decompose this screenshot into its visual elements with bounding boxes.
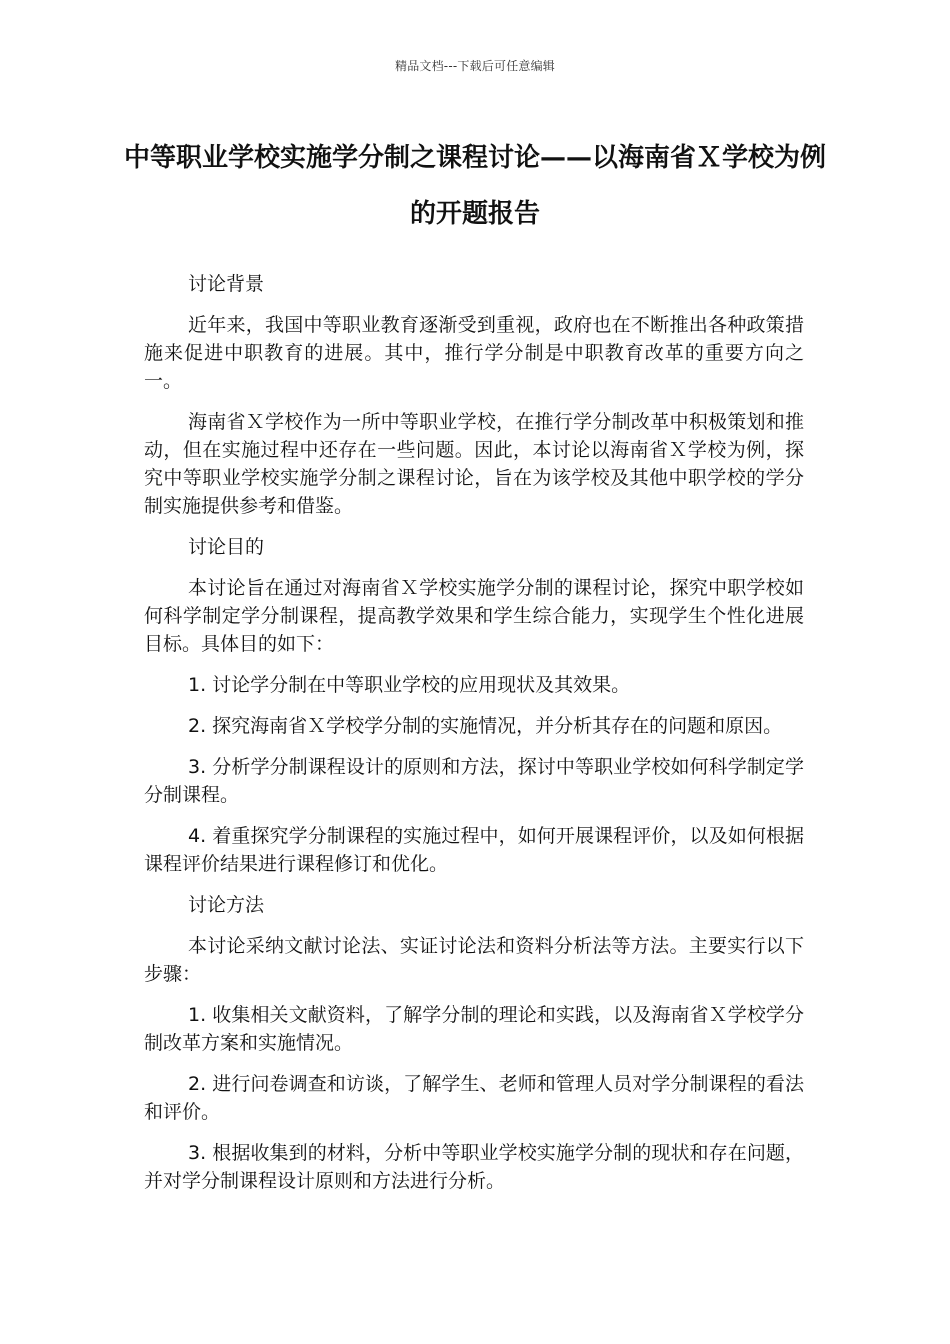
paragraph: 本讨论采纳文献讨论法、实证讨论法和资料分析法等方法。主要实行以下步骤： [144,935,804,985]
list-item: 2. 进行问卷调查和访谈，了解学生、老师和管理人员对学分制课程的看法和评价。 [144,1073,804,1123]
section-heading-method: 讨论方法 [188,894,265,916]
document-title: 中等职业学校实施学分制之课程讨论——以海南省Ｘ学校为例的开题报告 [123,143,826,229]
list-item: 3. 根据收集到的材料，分析中等职业学校实施学分制的现状和存在问题，并对学分制课程设计原则和方法进行分析。 [144,1142,804,1192]
header-note: 精品文档---下载后可任意编辑 [395,59,555,73]
list-item: 2. 探究海南省Ｘ学校学分制的实施情况，并分析其存在的问题和原因。 [188,715,783,737]
paragraph: 海南省Ｘ学校作为一所中等职业学校，在推行学分制改革中积极策划和推动，但在实施过程中还存在一些问题。因此，本讨论以海南省Ｘ学校为例，探究中等职业学校实施学分制之课程讨论，旨在为该学校及其他中职学校的学分制实施提供参考和借鉴。 [144,411,804,517]
paragraph: 近年来，我国中等职业教育逐渐受到重视，政府也在不断推出各种政策措施来促进中职教育的进展。其中，推行学分制是中职教育改革的重要方向之一。 [144,314,804,392]
paragraph: 本讨论旨在通过对海南省Ｘ学校实施学分制的课程讨论，探究中职学校如何科学制定学分制课程，提高教学效果和学生综合能力，实现学生个性化进展目标。具体目的如下： [144,577,804,655]
list-item: 1. 收集相关文献资料，了解学分制的理论和实践，以及海南省Ｘ学校学分制改革方案和实施情况。 [144,1004,804,1054]
list-item: 4. 着重探究学分制课程的实施过程中，如何开展课程评价，以及如何根据课程评价结果进行课程修订和优化。 [144,825,804,875]
list-item: 1. 讨论学分制在中等职业学校的应用现状及其效果。 [188,674,631,696]
section-heading-background: 讨论背景 [188,273,265,295]
section-heading-purpose: 讨论目的 [188,536,265,558]
list-item: 3. 分析学分制课程设计的原则和方法，探讨中等职业学校如何科学制定学分制课程。 [144,756,804,806]
document-body [144,270,804,1208]
